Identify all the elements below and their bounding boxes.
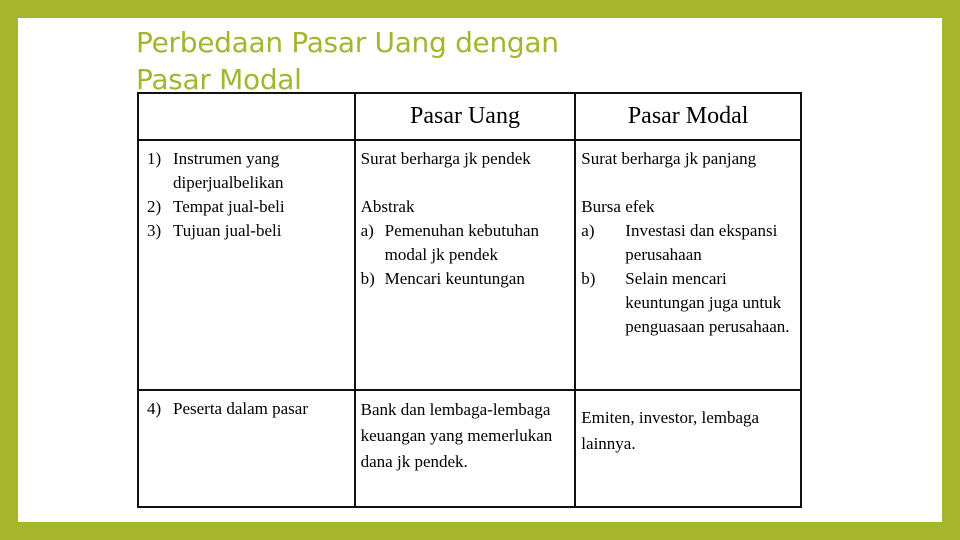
list-item: a) Investasi dan ekspansi perusahaan — [581, 221, 778, 264]
header-pasar-uang: Pasar Uang — [355, 93, 576, 140]
criteria-cell — [138, 390, 355, 507]
list-item: 1) Instrumen yang diperjualbelikan — [147, 149, 284, 192]
title-line-2: Pasar Modal — [136, 63, 302, 96]
comparison-table — [137, 92, 802, 508]
pasar-modal-cell — [575, 140, 801, 390]
header-row — [138, 93, 801, 140]
modal-instrumen: Surat berharga jk panjang — [581, 149, 757, 168]
uang-tempat: Abstrak — [360, 197, 415, 216]
pasar-modal-peserta: Emiten, investor, lembaga lainnya. — [575, 390, 801, 507]
modal-tempat: Bursa efek — [581, 197, 655, 216]
pasar-uang-cell — [355, 140, 576, 390]
list-item: 3) Tujuan jual-beli — [147, 221, 282, 240]
slide-title — [136, 24, 559, 98]
list-item: b) Selain mencari keuntungan juga untuk penguasaan perusahaan. — [581, 269, 790, 336]
uang-instrumen: Surat berharga jk pendek — [360, 149, 531, 168]
header-pasar-modal: Pasar Modal — [575, 93, 801, 140]
table-row — [138, 390, 801, 507]
list-item: a) Pemenuhan kebutuhan modal jk pendek — [360, 221, 540, 264]
header-empty — [138, 93, 355, 140]
title-line-1: Perbedaan Pasar Uang dengan — [136, 26, 559, 59]
list-item: b) Mencari keuntungan — [360, 269, 525, 288]
pasar-uang-peserta: Bank dan lembaga-lembaga keuangan yang memerlukan dana jk pendek. — [355, 390, 576, 507]
list-item: 2) Tempat jual-beli — [147, 197, 285, 216]
table-row — [138, 140, 801, 390]
list-item: 4) Peserta dalam pasar — [147, 399, 308, 418]
criteria-cell — [138, 140, 355, 390]
